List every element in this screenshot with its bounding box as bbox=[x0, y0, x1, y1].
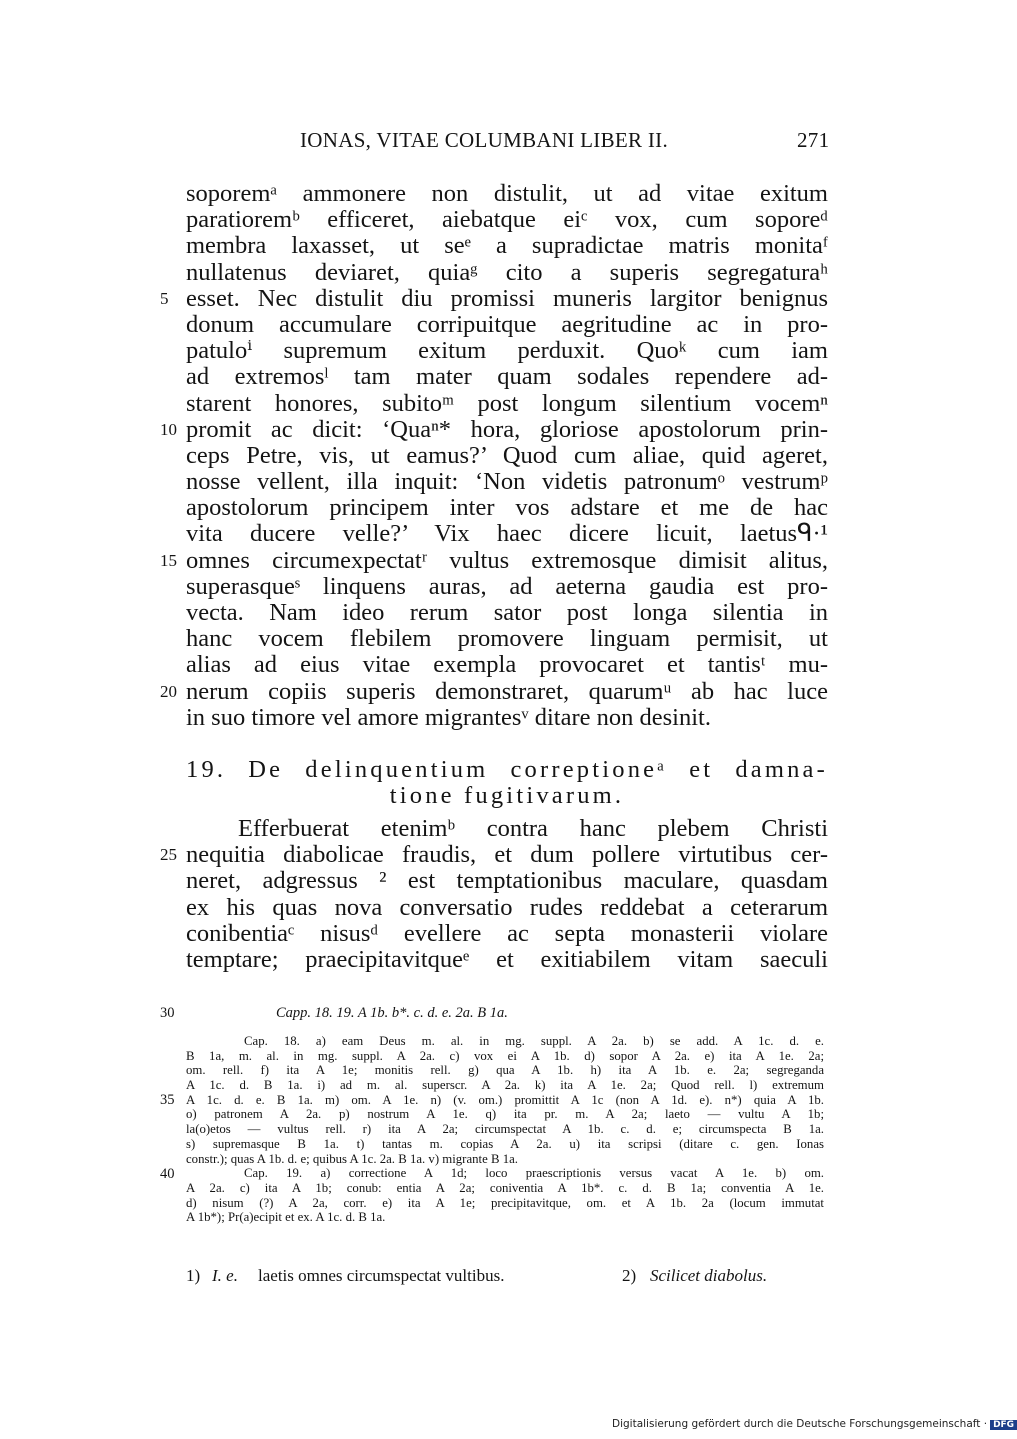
text-line: membra laxasset, ut seᵉ a supradictae matris monitaᶠ bbox=[186, 232, 828, 260]
apparatus-line: constr.); quas A 1b. d. e; quibus A 1c. 2a. B 1a. v) migrante B 1a. bbox=[186, 1151, 518, 1166]
text-line: starent honores, subitoᵐ post longum silentium vocemⁿ bbox=[186, 389, 828, 417]
apparatus-line: s) supremasque B 1a. t) tantas m. copias A 2a. u) ita scripsi (ditare c. gen. Ionas bbox=[186, 1136, 824, 1151]
page-number: 271 bbox=[797, 128, 830, 152]
line-number: 20 bbox=[160, 682, 177, 701]
text-line: superasqueˢ linquens auras, ad aeterna gaudia est pro- bbox=[186, 572, 828, 600]
apparatus-line: A 2a. c) ita A 1b; conub: entia A 2a; coniventia A 1b*. c. d. B 1a; conventia A 1e. bbox=[186, 1180, 824, 1195]
apparatus-line: A 1c. d. B 1a. i) ad m. al. superscr. A 2a. k) ita A 1e. 2a; Quod rell. l) extremum bbox=[186, 1078, 824, 1093]
dfg-logo: DFG bbox=[990, 1420, 1017, 1430]
apparatus-line: d) nisum (?) A 2a, corr. e) ita A 1e; precipitavitque, om. et A 1b. 2a (locum immutat bbox=[186, 1195, 824, 1210]
text-line: promit ac dicit: ‘Quaⁿ* hora, gloriose apostolorum prin- bbox=[186, 415, 828, 443]
text-line: conibentiaᶜ nisusᵈ evellere ac septa monasterii violare bbox=[186, 919, 828, 947]
text-line: apostolorum principem inter vos adstare et me de hac bbox=[186, 494, 828, 522]
main-text bbox=[186, 181, 828, 731]
apparatus-line: la(o)etos — vultus rell. r) ita A 2a; circumspectat A 1b. c. d. e; circumspecta B 1a. bbox=[186, 1122, 824, 1137]
text-line: soporemᵃ ammonere non distulit, ut ad vitae exitum bbox=[186, 180, 828, 207]
text-line: nerum copiis superis demonstraret, quarumᵘ ab hac luce bbox=[186, 677, 828, 705]
text-line: nequitia diabolicae fraudis, et dum pollere virtutibus cer- bbox=[186, 841, 828, 869]
apparatus-sigla: Capp. 18. 19. A 1b. b*. c. d. e. 2a. B 1a. bbox=[276, 1005, 508, 1021]
footnote-2-text: Scilicet diabolus. bbox=[650, 1266, 768, 1285]
apparatus-line: A 1b*); Pr(a)ecipit et ex. A 1c. d. B 1a. bbox=[186, 1210, 386, 1225]
text-line: neret, adgressus ² est temptationibus maculare, quasdam bbox=[186, 867, 828, 895]
text-line: esset. Nec distulit diu promissi muneris largitor benignus bbox=[186, 284, 828, 312]
line-number: 5 bbox=[160, 289, 169, 308]
running-header bbox=[0, 128, 1000, 158]
apparatus-line: B 1a, m. al. in mg. suppl. A 2a. c) vox ei A 1b. d) sopor A 2a. e) ita A 1e. 2a; bbox=[186, 1048, 824, 1063]
apparatus-line: Cap. 18. a) eam Deus m. al. in mg. suppl. A 2a. b) se add. A 1c. d. e. bbox=[244, 1034, 824, 1048]
footnote-1-text: laetis omnes circumspectat vultibus. bbox=[258, 1266, 505, 1285]
text-line: in suo timore vel amore migrantesᵛ ditare non desinit. bbox=[186, 703, 711, 731]
line-number: 10 bbox=[160, 420, 177, 439]
line-number: 30 bbox=[160, 1005, 175, 1021]
footnote-abbr: I. e. bbox=[212, 1266, 238, 1285]
text-line: ceps Petre, vis, ut eamus?’ Quod cum aliae, quid ageret, bbox=[186, 441, 828, 469]
line-number: 15 bbox=[160, 551, 177, 570]
text-line: temptare; praecipitavitqueᵉ et exitiabilem vitam saeculi bbox=[186, 945, 828, 973]
footnote-marker: 1) bbox=[186, 1266, 201, 1285]
chapter-heading-line: tione fugitivarum. bbox=[389, 782, 625, 809]
running-title: IONAS, VITAE COLUMBANI LIBER II. bbox=[300, 128, 669, 152]
text-line: vecta. Nam ideo rerum sator post longa silentia in bbox=[186, 599, 828, 626]
text-line: nullatenus deviaret, quiaᵍ cito a superis segregaturaʰ bbox=[186, 258, 828, 286]
text-line: donum accumulare corripuitque aegritudine ac in pro- bbox=[186, 310, 828, 338]
line-number: 35 bbox=[160, 1092, 175, 1108]
apparatus-line: Cap. 19. a) correctione A 1d; loco praescriptionis versus vacat A 1e. b) om. bbox=[244, 1166, 824, 1181]
apparatus-line: A 1c. d. e. B 1a. m) om. A 1e. n) (v. om.) promittit A 1c (non A 1d. e). n*) quia A 1b. bbox=[186, 1092, 824, 1107]
chapter-heading-line: 19. De delinquentium correptioneᵃ et damna- bbox=[186, 756, 828, 783]
apparatus-line: o) patronem A 2a. p) nostrum A 1e. q) ita pr. m. A 2a; laeto — vultu A 1b; bbox=[186, 1107, 824, 1122]
text-line: hanc vocem flebilem promovere linguam permisit, ut bbox=[186, 625, 828, 653]
chapter-text bbox=[186, 816, 828, 973]
footnote-marker: 2) bbox=[622, 1266, 637, 1285]
line-number: 40 bbox=[160, 1166, 175, 1182]
text-line: patuloⁱ supremum exitum perduxit. Quoᵏ cum iam bbox=[186, 337, 828, 365]
text-line: ad extremosˡ tam mater quam sodales rependere ad- bbox=[186, 363, 828, 391]
text-line: nosse vellent, illa inquit: ‘Non videtis patronumᵒ vestrumᵖ bbox=[186, 468, 828, 496]
critical-apparatus bbox=[186, 1034, 824, 1225]
text-line: paratioremᵇ efficeret, aiebatque eiᶜ vox, cum soporeᵈ bbox=[186, 206, 828, 234]
text-line: alias ad eius vitae exempla provocaret et tantisᵗ mu- bbox=[186, 651, 828, 679]
digitization-credit bbox=[612, 1418, 1017, 1430]
text-line: vita ducere velle?’ Vix haec dicere licuit, laetusᑫ·¹ bbox=[186, 520, 828, 548]
text-line: ex his quas nova conversatio rudes reddebat a ceterarum bbox=[186, 893, 828, 921]
text-line: Efferbuerat etenimᵇ contra hanc plebem Christi bbox=[238, 815, 828, 842]
credit-text: Digitalisierung gefördert durch die Deutsche Forschungsgemeinschaft · bbox=[612, 1418, 988, 1430]
apparatus-line: om. rell. f) ita A 1e; monitis rell. g) qua A 1b. h) ita A 1b. e. 2a; segreganda bbox=[186, 1063, 824, 1078]
line-number: 25 bbox=[160, 845, 177, 864]
text-line: omnes circumexpectatʳ vultus extremosque dimisit alitus, bbox=[186, 546, 828, 574]
chapter-heading bbox=[186, 757, 828, 809]
